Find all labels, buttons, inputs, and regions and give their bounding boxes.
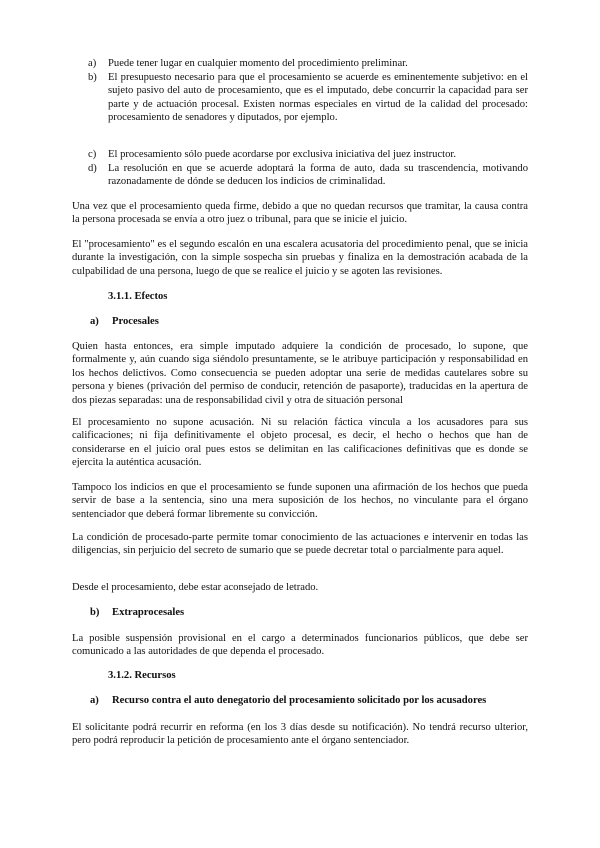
list-item-text: El procesamiento sólo puede acordarse por exclusiva iniciativa del juez instructor. <box>108 149 457 160</box>
paragraph: Quien hasta entonces, era simple imputado adquiere la condición de procesado, lo supone, que formalmente y, aún cuando siga siéndolo presuntamente, se le atribuye participación y responsabilidad en los hechos delictivos. Como consecuencia se pueden adoptar una serie de medidas cautelares sobre su persona y bienes (privación del permiso de conducir, retención de pasaporte), traducidas en la apertura de dos piezas separadas: una de responsabilidad civil y otra de situación personal <box>72 341 528 406</box>
list-item-label: d) <box>88 163 97 174</box>
list-item-label: b) <box>88 72 97 83</box>
subheading-label: b) <box>90 607 100 618</box>
paragraph: Tampoco los indicios en que el procesamiento se funde suponen una afirmación de los hechos que pueda servir de base a la sentencia, sino una mera suposición de los hechos, no vinculante para el órgano sentenciador que deberá formar libremente su convicción. <box>72 482 528 520</box>
list-item-text: Puede tener lugar en cualquier momento del procedimiento preliminar. <box>108 58 408 69</box>
subheading-extraprocesales <box>90 607 184 618</box>
paragraph: Desde el procesamiento, debe estar aconsejado de letrado. <box>72 582 319 593</box>
list-item-label: c) <box>88 149 97 160</box>
paragraph: El solicitante podrá recurrir en reforma (en los 3 días desde su notificación). No tendrá recurso ulterior, pero podrá reproducir la petición de procesamiento ante el órgano sentenciador. <box>72 722 528 747</box>
subheading-label: a) <box>90 695 99 706</box>
paragraph: El procesamiento no supone acusación. Ni su relación fáctica vincula a los acusadores para sus calificaciones; ni fija definitivamente el objeto procesal, es decir, el hecho o hechos que han de considerarse en el juicio oral pues estos se delimitan en las calificaciones definitivas que es donde se ejercita la auténtica acusación. <box>72 417 528 469</box>
list-item-label: a) <box>88 58 97 69</box>
list-item-text: La resolución en que se acuerde adoptará la forma de auto, dada su trascendencia, motivando razonadamente de dónde se deducen los indicios de criminalidad. <box>108 163 528 188</box>
subheading-procesales <box>90 316 159 327</box>
paragraph: El "procesamiento" es el segundo escalón en una escalera acusatoria del procedimiento penal, que se inicia durante la investigación, con la simple sospecha sin pruebas y finaliza en la demostración acabada de la culpabilidad de una persona, luego de que se realice el juicio y se agoten las revisiones. <box>72 239 528 277</box>
subheading-text: Recurso contra el auto denegatorio del procesamiento solicitado por los acusadores <box>112 695 487 706</box>
paragraph: Una vez que el procesamiento queda firme, debido a que no quedan recursos que tramitar, la causa contra la persona procesada se envía a otro juez o tribunal, para que se inicie el juicio. <box>72 201 528 226</box>
list-item <box>88 148 528 161</box>
paragraph: La posible suspensión provisional en el cargo a determinados funcionarios públicos, que debe ser comunicado a las autoridades de que dependa el procesado. <box>72 633 528 658</box>
list-item <box>88 162 528 189</box>
list-item <box>88 57 528 70</box>
section-heading-recursos: 3.1.2. Recursos <box>108 670 176 681</box>
subheading-text: Extraprocesales <box>112 607 185 618</box>
section-heading-efectos: 3.1.1. Efectos <box>108 291 168 302</box>
subheading-recurso-contra-auto <box>90 695 486 706</box>
paragraph: La condición de procesado-parte permite tomar conocimiento de las actuaciones e intervenir en todas las diligencias, sin perjuicio del secreto de sumario que se puede decretar total o parcialmente para aquel. <box>72 532 528 557</box>
subheading-text: Procesales <box>112 316 159 327</box>
list-item <box>88 71 528 125</box>
list-item-text: El presupuesto necesario para que el procesamiento se acuerde es eminentemente subjetivo: en el sujeto pasivo del auto de procesamiento, que es el imputado, debe concurrir la capacidad para ser parte y de actuación procesal. Existen normas especiales en virtud de la calidad del procesado: procesamiento de senadores y diputados, por ejemplo. <box>108 72 528 124</box>
subheading-label: a) <box>90 316 99 327</box>
